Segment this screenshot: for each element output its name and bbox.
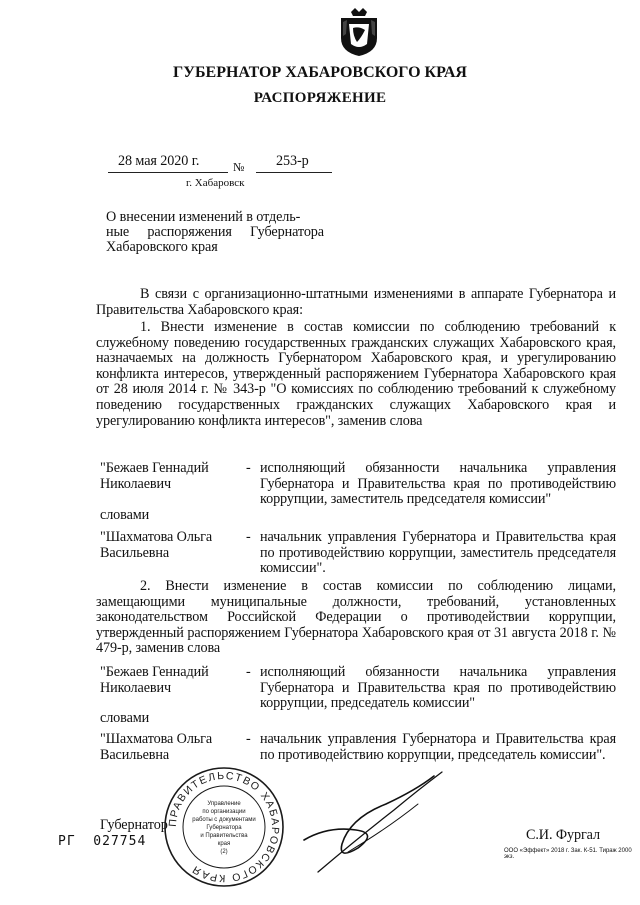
- document-city: г. Хабаровск: [186, 177, 245, 189]
- coat-of-arms-emblem: [337, 4, 381, 58]
- number-sign: №: [233, 160, 245, 174]
- official-stamp: [162, 765, 286, 889]
- item-1-paragraph: 1. Внести изменение в состав комиссии по соблюдению требований к служебному поведению государственных гражданских служащих Хабаровского края, назначаемых на должность Губернатором Хабаровского края, и урегулированию конфликта интересов, утвержденный распоряжением Губернатора Хабаровского края от 28 июля 2014 г. № 343-р "О комиссиях по соблюдению требований к служебному поведению государственных гражданских служащих Хабаровского края и урегулированию конфликта интересов", заменив слова: [96, 319, 616, 429]
- subject-line-3: Хабаровского края: [106, 239, 218, 255]
- stamp-line-5: и Правительства: [200, 833, 248, 839]
- replace-1-new-dash: -: [246, 529, 251, 545]
- replace-2-old-dash: -: [246, 664, 251, 680]
- stamp-line-3: работы с документами: [192, 817, 256, 823]
- stamp-ring-text: ПРАВИТЕЛЬСТВО ХАБАРОВСКОГО КРАЯ: [166, 769, 282, 885]
- words-label-1: словами: [100, 507, 150, 523]
- intro-paragraph: В связи с организационно-штатными изменениями в аппарате Губернатора и Правительства Хабаровского края:: [96, 286, 616, 318]
- issuer-title: ГУБЕРНАТОР ХАБАРОВСКОГО КРАЯ: [173, 64, 467, 81]
- stamp-line-2: по организации: [202, 809, 246, 815]
- signer-position: Губернатор: [100, 817, 168, 833]
- document-date: 28 мая 2020 г.: [118, 153, 200, 169]
- replace-2-new-name: "Шахматова Ольга Васильевна: [100, 731, 213, 763]
- handwritten-signature: [298, 768, 448, 876]
- replace-2-new-dash: -: [246, 731, 251, 747]
- document-type: РАСПОРЯЖЕНИЕ: [253, 90, 387, 106]
- stamp-line-1: Управление: [207, 801, 241, 807]
- subject-line-1: О внесении изменений в отдель-: [106, 209, 301, 225]
- date-underline: [108, 172, 228, 173]
- replace-1-old-name: "Бежаев Геннадий Николаевич: [100, 460, 209, 492]
- document-number: 253-р: [276, 153, 309, 169]
- replace-1-new-name: "Шахматова Ольга Васильевна: [100, 529, 213, 561]
- printer-note: ООО «Эффект» 2018 г. Зак. К-51. Тираж 2000 экз.: [504, 848, 632, 860]
- item-2-paragraph: 2. Внести изменение в состав комиссии по соблюдению лицами, замещающими муниципальные должности, требований, установленных законодательством Российской Федерации о противодействии коррупции, утвержденный распоряжением Губернатора Хабаровского края от 31 августа 2018 г. № 479-р, заменив слова: [96, 578, 616, 657]
- subject-line-2: ные распоряжения Губернатора: [106, 225, 324, 240]
- stamp-line-6: края: [217, 841, 231, 847]
- serial-number: РГ 027754: [58, 834, 147, 849]
- number-underline: [256, 172, 332, 173]
- replace-1-old-role: исполняющий обязанности начальника управления Губернатора и Правительства края по противодействию коррупции, заместитель председателя комиссии": [260, 460, 616, 508]
- signer-name: С.И. Фургал: [526, 827, 600, 843]
- replace-1-new-role: начальник управления Губернатора и Правительства края по противодействию коррупции, заместитель председателя комиссии".: [260, 529, 616, 577]
- replace-2-new-role: начальник управления Губернатора и Правительства края по противодействию коррупции, председатель комиссии".: [260, 731, 616, 763]
- replace-1-old-dash: -: [246, 460, 251, 476]
- replace-2-old-role: исполняющий обязанности начальника управления Губернатора и Правительства края по противодействию коррупции, председатель комиссии": [260, 664, 616, 712]
- replace-2-old-name: "Бежаев Геннадий Николаевич: [100, 664, 209, 696]
- stamp-line-7: (2): [220, 849, 228, 855]
- words-label-2: словами: [100, 710, 150, 726]
- stamp-line-4: Губернатора: [206, 825, 242, 831]
